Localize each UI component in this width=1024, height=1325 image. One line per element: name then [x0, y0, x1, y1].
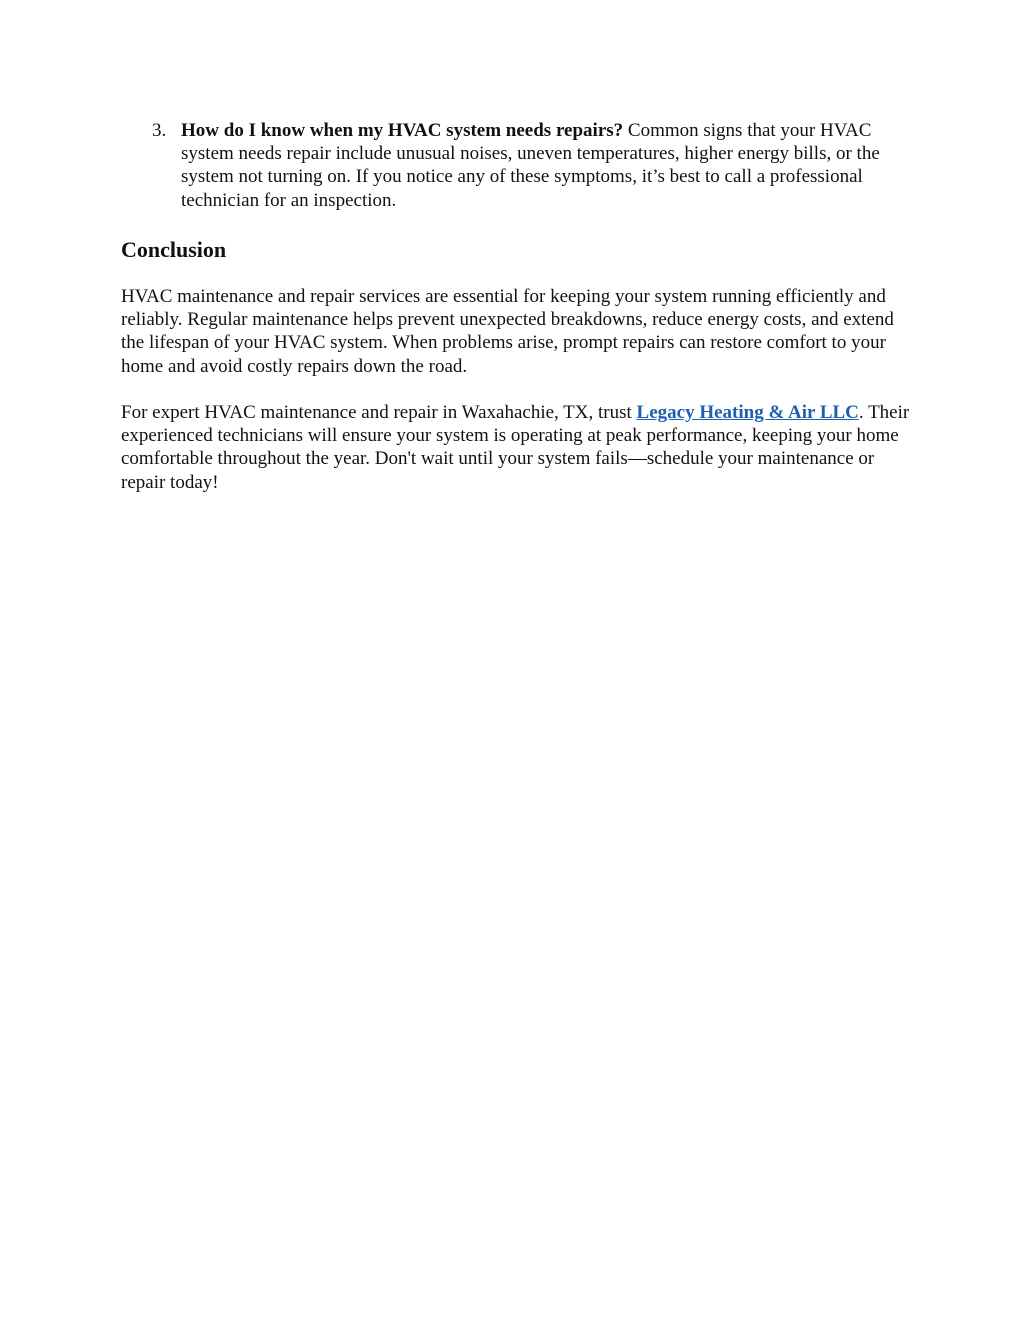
faq-body — [181, 119, 911, 212]
faq-question: How do I know when my HVAC system needs repairs? — [181, 120, 624, 141]
legacy-heating-link[interactable]: Legacy Heating & Air LLC — [636, 402, 859, 423]
conclusion-paragraph-1: HVAC maintenance and repair services are essential for keeping your system running efficiently and reliably. Regular maintenance helps prevent unexpected breakdowns, reduce energy costs, and extend the lifespan of your HVAC system. When problems arise, prompt repairs can restore comfort to your home and avoid costly repairs down the road. — [121, 286, 894, 377]
list-number: 3. — [152, 120, 167, 141]
faq-list-item — [121, 119, 911, 212]
paragraph-2-trailing-text: . Their experienced technicians will ensure your system is operating at peak performance, keeping your home comfortable throughout the year. Don't wait until your system fails—schedule your maintenance or repair today! — [121, 402, 910, 493]
paragraph-2-lead-text: For expert HVAC maintenance and repair in Waxahachie, TX, trust — [121, 402, 637, 423]
conclusion-heading: Conclusion — [121, 237, 227, 262]
conclusion-paragraph-2 — [121, 401, 911, 494]
faq-answer: Common signs that your HVAC system needs repair include unusual noises, uneven temperatures, higher energy bills, or the system not turning on. If you notice any of these symptoms, it’s best to call a professional technician for an inspection. — [181, 120, 880, 211]
